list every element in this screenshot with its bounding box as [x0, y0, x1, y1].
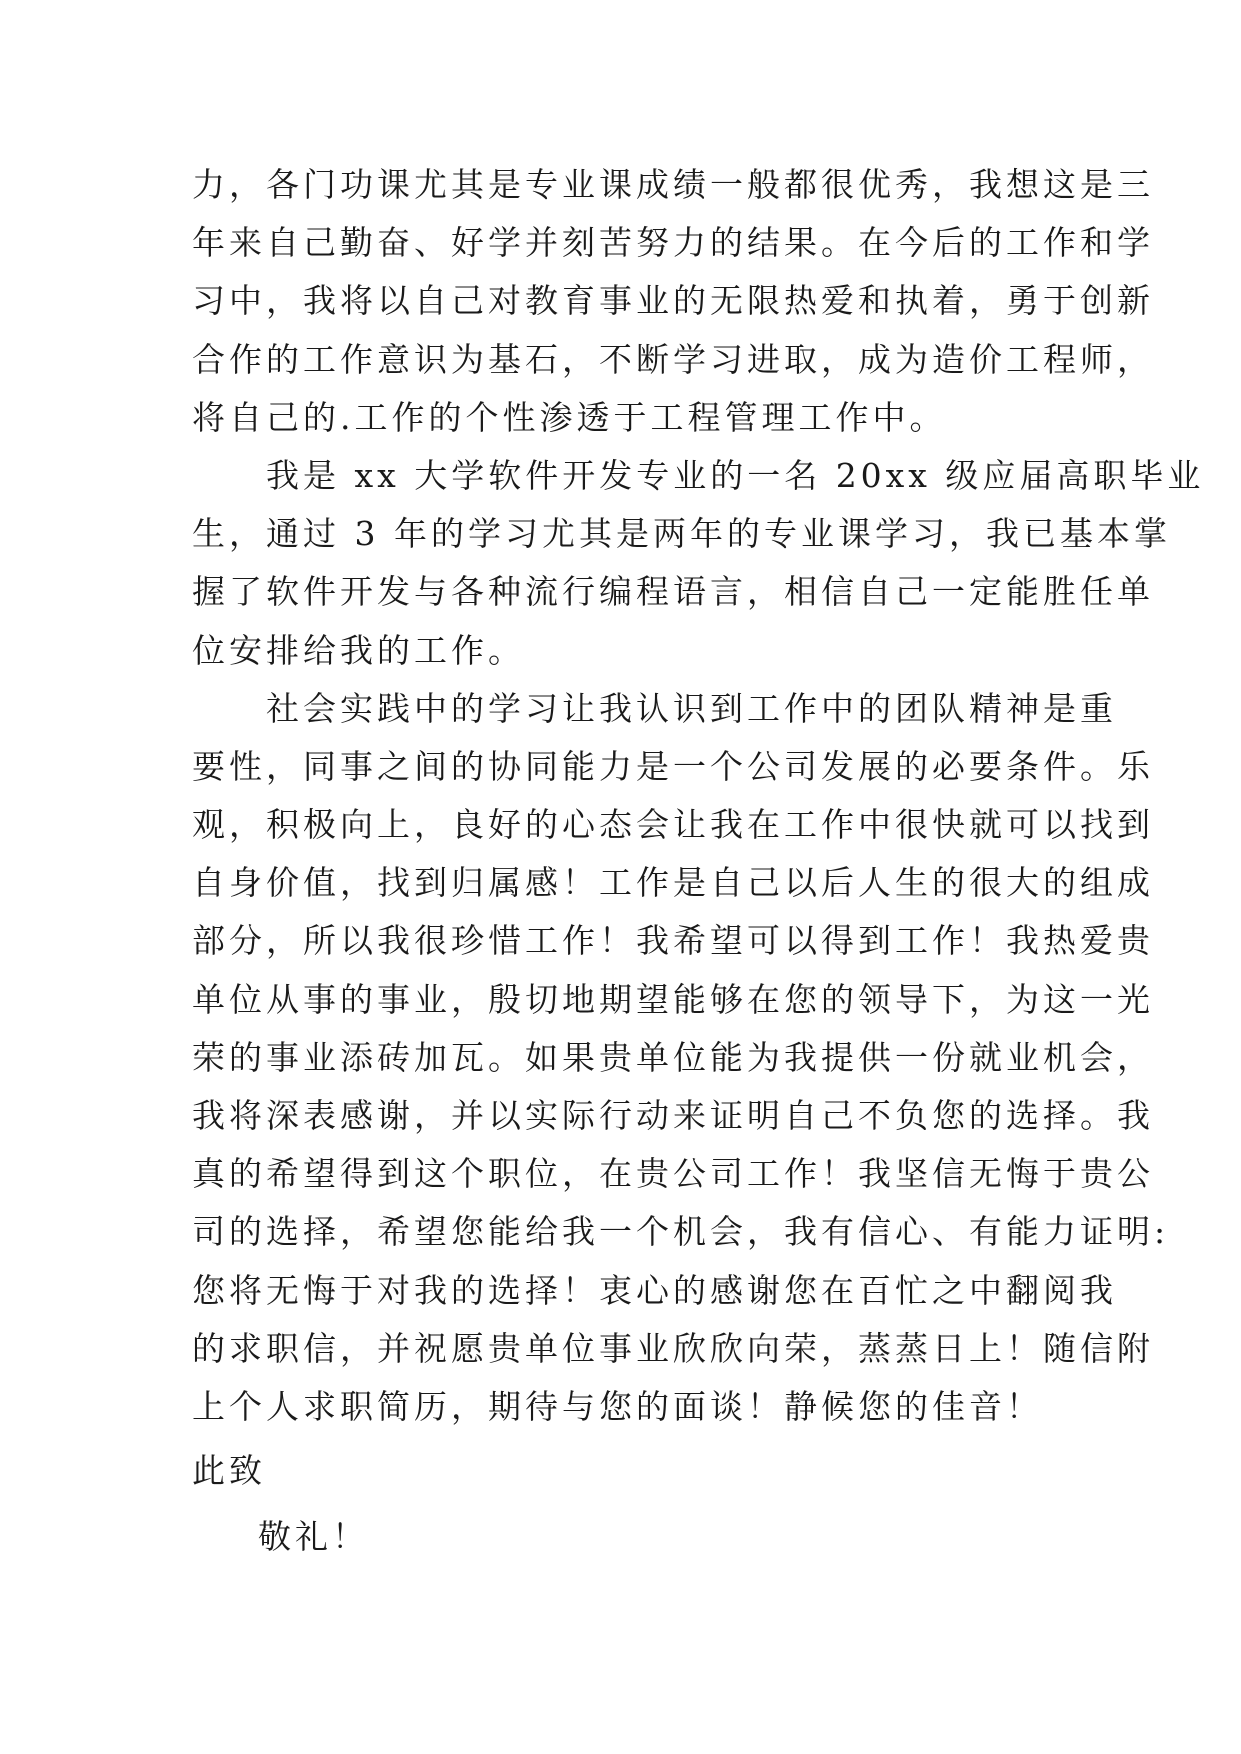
- text-line: 荣的事业添砖加瓦。如果贵单位能为我提供一份就业机会，: [192, 1037, 1154, 1077]
- text-line: 生，通过 3 年的学习尤其是两年的专业课学习，我已基本掌: [192, 514, 1171, 554]
- letter-closing: [192, 1442, 369, 1566]
- text-line: 位安排给我的工作。: [192, 630, 525, 670]
- text-line: 力，各门功课尤其是专业课成绩一般都很优秀，我想这是三: [192, 165, 1154, 204]
- text-line: 真的希望得到这个职位，在贵公司工作！我坚信无悔于贵公: [192, 1154, 1154, 1194]
- text-line: 社会实践中的学习让我认识到工作中的团队精神是重: [192, 688, 1117, 728]
- text-line: 司的选择，希望您能给我一个机会，我有信心、有能力证明:: [192, 1212, 1170, 1252]
- text-line: 握了软件开发与各种流行编程语言，相信自己一定能胜任单: [192, 572, 1154, 612]
- text-line: 要性，同事之间的协同能力是一个公司发展的必要条件。乐: [192, 746, 1154, 786]
- text-line: 我是 xx 大学软件开发专业的一名 20xx 级应届高职毕业: [192, 455, 1205, 495]
- text-line: 将自己的.工作的个性渗透于工程管理工作中。: [192, 397, 947, 437]
- text-line: 年来自己勤奋、好学并刻苦努力的结果。在今后的工作和学: [192, 223, 1154, 263]
- text-line: 合作的工作意识为基石，不断学习进取，成为造价工程师，: [192, 339, 1154, 379]
- text-line: 部分，所以我很珍惜工作！我希望可以得到工作！我热爱贵: [192, 921, 1154, 961]
- regards: 敬礼！: [258, 1517, 369, 1557]
- salutation: 此致: [192, 1451, 266, 1490]
- text-line: 习中，我将以自己对教育事业的无限热爱和执着，勇于创新: [192, 281, 1154, 321]
- letter-body: [192, 156, 1205, 1436]
- text-line: 上个人求职简历，期待与您的面谈！静候您的佳音！: [192, 1386, 1043, 1426]
- text-line: 的求职信，并祝愿贵单位事业欣欣向荣，蒸蒸日上！随信附: [192, 1328, 1154, 1368]
- text-line: 自身价值，找到归属感！工作是自己以后人生的很大的组成: [192, 863, 1154, 903]
- text-line: 您将无悔于对我的选择！衷心的感谢您在百忙之中翻阅我: [192, 1270, 1117, 1310]
- text-line: 单位从事的事业，殷切地期望能够在您的领导下，为这一光: [192, 979, 1154, 1019]
- text-line: 我将深表感谢，并以实际行动来证明自己不负您的选择。我: [192, 1096, 1154, 1135]
- text-line: 观，积极向上，良好的心态会让我在工作中很快就可以找到: [192, 805, 1154, 845]
